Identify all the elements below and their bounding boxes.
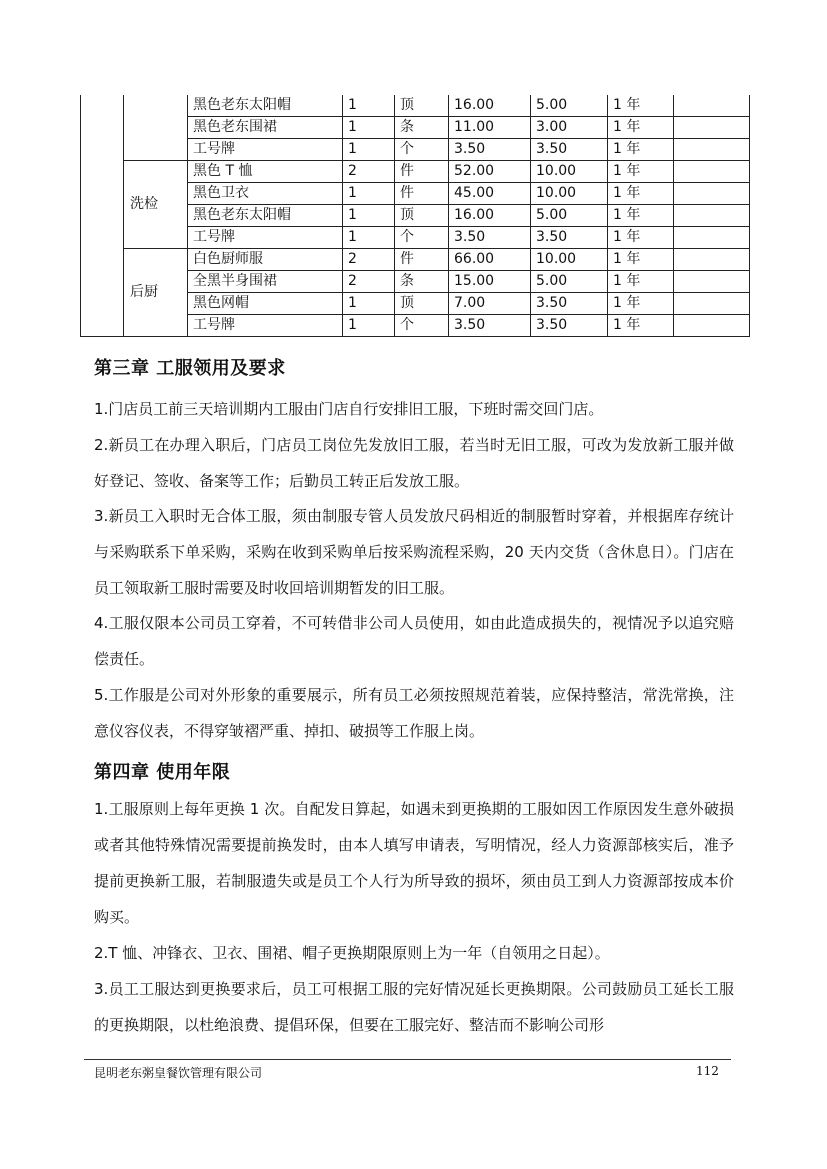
table-remark-cell [674,117,750,139]
table-cell: 1 [343,117,395,139]
table-cell: 工号牌 [188,315,343,337]
table-remark-cell [674,227,750,249]
table-cell: 白色厨师服 [188,249,343,271]
table-cell: 2 [343,161,395,183]
table-cell: 顶 [395,95,449,117]
table-cell: 1 年 [608,315,674,337]
footer-company-name: 昆明老东粥皇餐饮管理有限公司 [94,1066,263,1080]
table-cell: 黑色网帽 [188,293,343,315]
table-cell: 2 [343,249,395,271]
table-cell: 件 [395,161,449,183]
table-cell: 3.00 [531,117,608,139]
table-cell: 个 [395,315,449,337]
table-remark-cell [674,161,750,183]
table-cell: 45.00 [449,183,531,205]
table-cell: 1 年 [608,183,674,205]
table-cell: 16.00 [449,95,531,117]
table-cell: 16.00 [449,205,531,227]
table-cell: 3.50 [531,139,608,161]
table-cell: 3.50 [531,293,608,315]
table-cell: 1 [343,293,395,315]
chapter-3-title: 第三章 工服领用及要求 [94,358,286,379]
table-cell: 1 年 [608,205,674,227]
table-cell: 1 年 [608,95,674,117]
chapter-3-paragraph-3: 3.新员工入职时无合体工服，须由制服专管人员发放尺码相近的制服暂时穿着，并根据库存统计与采购联系下单采购，采购在收到采购单后按采购流程采购，20 天内交货（含休息日）。门店在员工领取新工服时需要及时收回培训期暂发的旧工服。 [94,507,734,597]
table-row [81,161,750,183]
table-cell: 10.00 [531,161,608,183]
table-cell: 1 [343,183,395,205]
department-cell: 后厨 [124,249,188,337]
table-cell: 黑色卫衣 [188,183,343,205]
table-cell: 7.00 [449,293,531,315]
table-cell: 1 年 [608,117,674,139]
table-cell: 1 年 [608,139,674,161]
table-cell: 5.00 [531,95,608,117]
table-cell: 5.00 [531,271,608,293]
chapter-3-paragraph-2: 2.新员工在办理入职后，门店员工岗位先发放旧工服，若当时无旧工服，可改为发放新工服并做好登记、签收、备案等工作；后勤员工转正后发放工服。 [94,436,734,490]
table-remark-cell [674,183,750,205]
table-cell: 1 [343,315,395,337]
table-cell: 1 [343,227,395,249]
table-remark-cell [674,249,750,271]
uniform-allocation-table [80,95,750,337]
table-cell: 1 年 [608,271,674,293]
table-cell: 1 [343,95,395,117]
table-category-cell [81,95,124,337]
table-remark-cell [674,293,750,315]
table-cell: 3.50 [449,139,531,161]
table-cell: 5.00 [531,205,608,227]
table-cell: 2 [343,271,395,293]
page-number: 112 [696,1064,719,1078]
department-cell [124,95,188,161]
table-cell: 3.50 [531,227,608,249]
chapter-4-paragraph-1: 1.工服原则上每年更换 1 次。自配发日算起，如遇未到更换期的工服如因工作原因发生意外破损或者其他特殊情况需要提前换发时，由本人填写申请表，写明情况，经人力资源部核实后，准予提前更换新工服，若制服遗失或是员工个人行为所导致的损坏，须由员工到人力资源部按成本价购买。 [94,800,734,926]
table-remark-cell [674,139,750,161]
table-row [81,249,750,271]
table-cell: 工号牌 [188,227,343,249]
table-cell: 黑色老东太阳帽 [188,95,343,117]
table-cell: 15.00 [449,271,531,293]
table-cell: 66.00 [449,249,531,271]
table-cell: 10.00 [531,183,608,205]
table-cell: 52.00 [449,161,531,183]
table-cell: 1 [343,205,395,227]
department-cell: 洗检 [124,161,188,249]
table-cell: 顶 [395,205,449,227]
table-cell: 3.50 [449,227,531,249]
table-cell: 黑色老东围裙 [188,117,343,139]
table-remark-cell [674,315,750,337]
table-cell: 1 年 [608,161,674,183]
table-cell: 个 [395,139,449,161]
table-cell: 件 [395,249,449,271]
table-cell: 个 [395,227,449,249]
table-cell: 3.50 [449,315,531,337]
table-cell: 10.00 [531,249,608,271]
table-cell: 条 [395,117,449,139]
chapter-4-title: 第四章 使用年限 [94,762,231,783]
table-cell: 条 [395,271,449,293]
table-cell: 顶 [395,293,449,315]
table-cell: 件 [395,183,449,205]
chapter-4-paragraph-2: 2.T 恤、冲锋衣、卫衣、围裙、帽子更换期限原则上为一年（自领用之日起）。 [94,944,610,962]
chapter-3-paragraph-1: 1.门店员工前三天培训期内工服由门店自行安排旧工服，下班时需交回门店。 [94,400,604,418]
table-cell: 3.50 [531,315,608,337]
table-cell: 黑色 T 恤 [188,161,343,183]
table-cell: 1 年 [608,249,674,271]
table-remark-cell [674,205,750,227]
chapter-3-paragraph-5: 5.工作服是公司对外形象的重要展示，所有员工必须按照规范着装，应保持整洁，常洗常换，注意仪容仪表，不得穿皱褶严重、掉扣、破损等工作服上岗。 [94,686,734,740]
table-cell: 1 年 [608,227,674,249]
table-row [81,95,750,117]
table-cell: 11.00 [449,117,531,139]
table-cell: 1 [343,139,395,161]
table-cell: 1 年 [608,293,674,315]
footer-divider [84,1059,731,1060]
chapter-3-paragraph-4: 4.工服仅限本公司员工穿着，不可转借非公司人员使用，如由此造成损失的，视情况予以追究赔偿责任。 [94,614,734,668]
table-cell: 黑色老东太阳帽 [188,205,343,227]
table-remark-cell [674,271,750,293]
chapter-4-paragraph-3: 3.员工工服达到更换要求后，员工可根据工服的完好情况延长更换期限。公司鼓励员工延长工服的更换期限，以杜绝浪费、提倡环保，但要在工服完好、整洁而不影响公司形 [94,980,734,1034]
table-cell: 全黑半身围裙 [188,271,343,293]
table-cell: 工号牌 [188,139,343,161]
table-remark-cell [674,95,750,117]
